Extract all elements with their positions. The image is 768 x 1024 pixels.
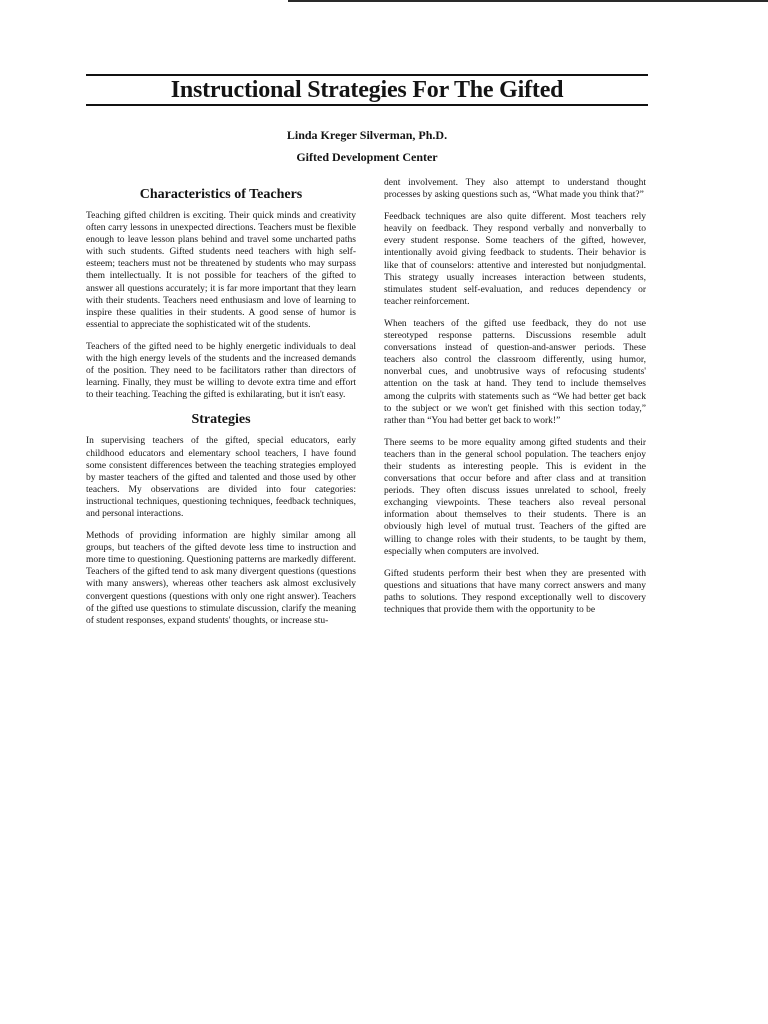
author-organization: Gifted Development Center: [296, 150, 438, 164]
scan-edge-line: [288, 0, 768, 2]
paragraph: Gifted students perform their best when they are presented with questions and situations that have many correct answers and many paths to solutions. They respond exceptionally well to discovery techniques that provide them with the opportunity to be: [384, 568, 646, 615]
paragraph: In supervising teachers of the gifted, special educators, early childhood educators and elementary school teachers, I have found some consistent differences between the teaching strategies employed by master teachers of the gifted and talented and those used by other teachers. My observations are divided into four categories: instructional techniques, questioning techniques, feedback techniques, and personal interactions.: [86, 436, 356, 519]
left-column: [86, 186, 356, 637]
section-heading-strategies: Strategies: [191, 412, 251, 428]
paragraph: dent involvement. They also attempt to understand thought processes by asking questions such as, “What made you think that?”: [384, 178, 646, 201]
paragraph: There seems to be more equality among gifted students and their teachers than in the general school population. The teachers enjoy their students as interesting people. This is evident in the conversations that occur before and after class and at transition periods. They often discuss issues unrelated to school, freely exchanging viewpoints. These teachers also reveal personal information about themselves to their students. There is an obviously high level of mutual trust. Teachers of the gifted are willing to change roles with their students, to be taught by them, especially when computers are involved.: [384, 437, 646, 557]
title-rule-bottom: [86, 104, 648, 106]
author-name: Linda Kreger Silverman, Ph.D.: [286, 128, 448, 142]
paragraph: When teachers of the gifted use feedback, they do not use stereotyped response patterns. Discussions resemble adult conversations instead of question-and-answer periods. These teachers also control the classroom differently, using humor, nonverbal cues, and unobtrusive ways of refocusing students' attention on the task at hand. They tend to include themselves among the culprits with statements such as “We had better get back to the subject or we won't get finished with this section today,” rather than “You had better get back to work!”: [384, 318, 646, 426]
paragraph: Methods of providing information are highly similar among all groups, but teachers of the gifted devote less time to instruction and more time to questioning. Questioning patterns are markedly different. Teachers of the gifted tend to ask many divergent questions (questions with many answers), whereas other teachers ask almost exclusively convergent questions (questions with only one right answer). Teachers of the gifted use questions to stimulate discussion, clarify the meaning of student responses, expand students' thoughts, or increase stu-: [86, 531, 356, 626]
article-title: Instructional Strategies For The Gifted: [170, 77, 564, 103]
paragraph: Teaching gifted children is exciting. Their quick minds and creativity often carry lessons in unexpected directions. Teachers must be flexible enough to leave lesson plans behind and travel some uncharted paths with such students. Gifted students need teachers with high self-esteem; teachers must not be threatened by students who may surpass them intellectually. It is not possible for teachers of the gifted to answer all questions accurately; it is far more important that they learn with their students. Teachers need enthusiasm and love of learning to inspire these qualities in their students. A good sense of humor is essential to appreciate the sophisticated wit of the students.: [86, 211, 356, 330]
paragraph: Teachers of the gifted need to be highly energetic individuals to deal with the high energy levels of the students and the increased demands of the position. They need to be facilitators rather than directors of learning. Finally, they must be willing to devote extra time and effort to their teaching. Teaching the gifted is exhilarating, but it isn't easy.: [86, 341, 356, 401]
right-column: [384, 177, 646, 626]
paragraph: Feedback techniques are also quite different. Most teachers rely heavily on feedback. They respond verbally and nonverbally to every student response. Some teachers of the gifted, however, intentionally avoid giving feedback to students. Their behavior is like that of counselors: attentive and interested but nonjudgmental. This strategy usually increases interaction between students, stimulates student self-evaluation, and reduces dependency or teacher reinforcement.: [384, 212, 646, 307]
section-heading-characteristics: Characteristics of Teachers: [139, 187, 303, 202]
